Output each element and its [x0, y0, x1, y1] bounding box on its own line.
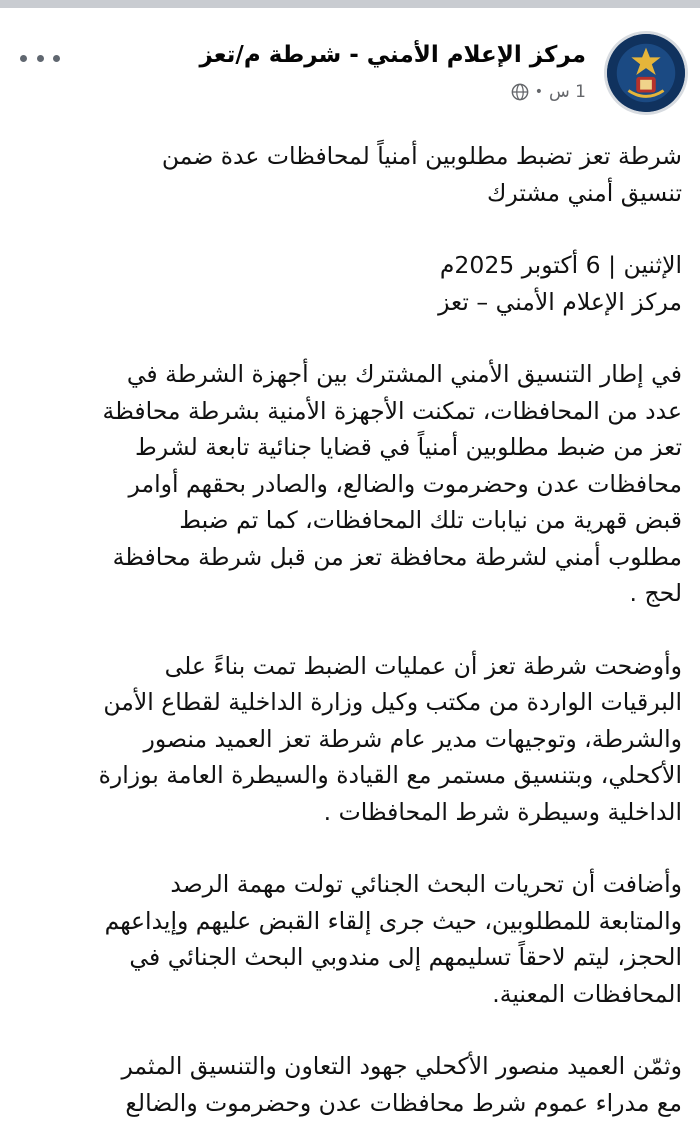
top-divider-strip: [0, 0, 700, 8]
paragraph-1: [10, 356, 682, 612]
text-line: الحجز، ليتم لاحقاً تسليمهم إلى مندوبي البحث الجنائي في: [129, 943, 682, 971]
meta-separator: •: [534, 84, 544, 100]
post-text: [10, 138, 682, 1130]
text-line: مع مدراء عموم شرط محافظات عدن وحضرموت والضالع: [125, 1088, 682, 1117]
paragraph-2: [10, 648, 682, 831]
text-line: المحافظات المعنية.: [492, 979, 682, 1008]
text-line: والشرطة، وتوجيهات مدير عام شرطة تعز العميد منصور: [143, 724, 682, 753]
text-line: الأكحلي، وبتنسيق مستمر مع القيادة والسيطرة العامة بوزارة: [98, 761, 682, 789]
text-line: البرقيات الواردة من مكتب وكيل وزارة الداخلية لقطاع الأمن: [103, 688, 682, 716]
text-line: وأضافت أن تحريات البحث الجنائي تولت مهمة الرصد: [170, 870, 682, 898]
text-line: محافظات عدن وحضرموت والضالع، والصادر بحقهم أوامر: [128, 469, 682, 498]
post-title: [10, 138, 682, 211]
more-dot: [53, 55, 60, 62]
text-line: عدد من المحافظات، تمكنت الأجهزة الأمنية بشرطة محافظة: [102, 396, 682, 425]
paragraph-4: [10, 1048, 682, 1121]
page-avatar[interactable]: [604, 31, 688, 115]
text-line: في إطار التنسيق الأمني المشترك بين أجهزة الشرطة في: [126, 360, 682, 388]
text-line: وأوضحت شرطة تعز أن عمليات الضبط تمت بناءً على: [164, 651, 682, 680]
text-line: تعز من ضبط مطلوبين أمنياً في قضايا جنائية تابعة لشرط: [135, 433, 682, 461]
more-dot: [37, 55, 44, 62]
globe-icon[interactable]: [511, 83, 529, 101]
text-line: شرطة تعز تضبط مطلوبين أمنياً لمحافظات عدة ضمن: [161, 142, 682, 170]
text-line: لحج .: [629, 579, 682, 607]
text-line: والمتابعة للمطلوبين، حيث جرى إلقاء القبض عليهم وإيداعهم: [104, 906, 682, 935]
more-horizontal-icon: [20, 55, 27, 62]
police-emblem-icon: [607, 34, 685, 112]
page-name-link[interactable]: مركز الإعلام الأمني - شرطة م/تعز: [199, 42, 586, 68]
text-line: تنسيق أمني مشترك: [487, 178, 682, 207]
more-options-button[interactable]: [20, 48, 60, 68]
text-line: الداخلية وسيطرة شرط المحافظات .: [323, 797, 682, 826]
post-dateline: [10, 247, 682, 320]
text-line: قبض قهرية من نيابات تلك المحافظات، كما تم ضبط: [179, 506, 682, 534]
text-line: الإثنين | 6 أكتوبر 2025م: [439, 251, 682, 279]
text-line: مطلوب أمني لشرطة محافظة تعز من قبل شرطة محافظة: [112, 542, 682, 571]
paragraph-3: [10, 866, 682, 1012]
text-line: مركز الإعلام الأمني – تعز: [438, 287, 682, 316]
post-header: [0, 8, 700, 118]
post-time[interactable]: 1 س: [549, 82, 586, 102]
text-line: وثمّن العميد منصور الأكحلي جهود التعاون والتنسيق المثمر: [121, 1052, 682, 1080]
post-meta: [511, 82, 586, 102]
